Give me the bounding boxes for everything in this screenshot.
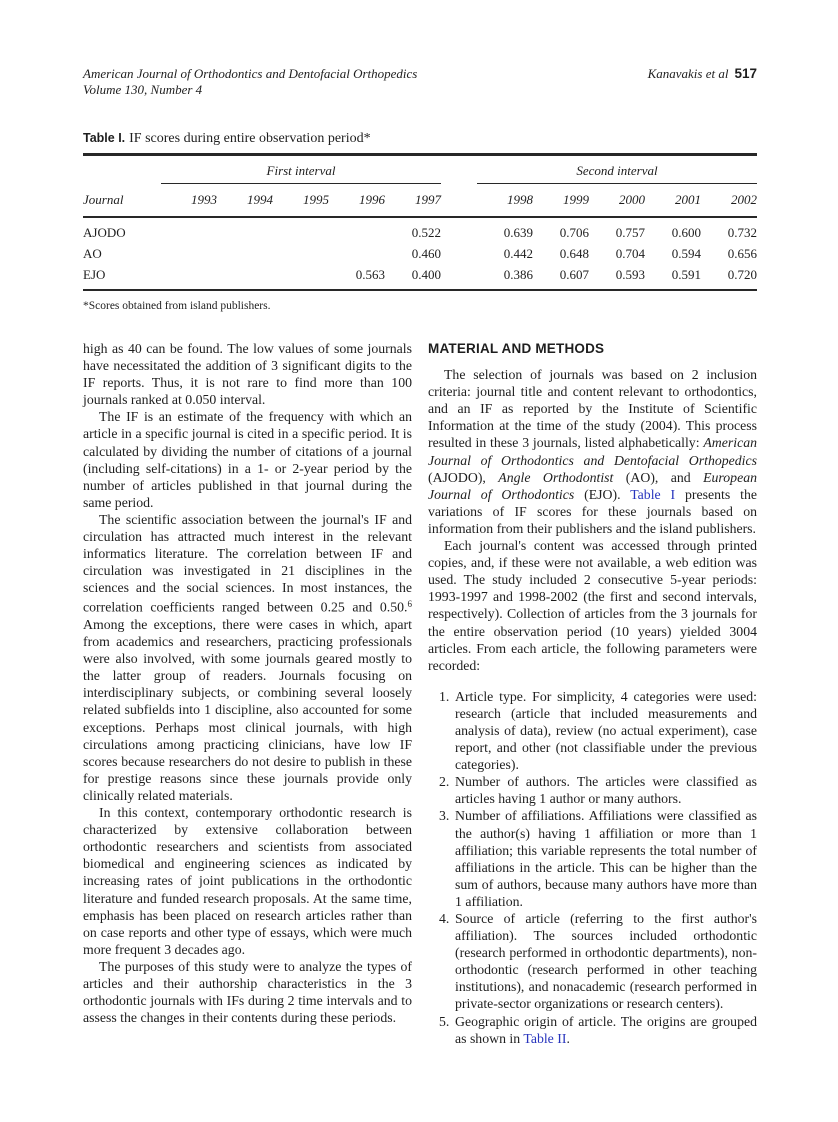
year-header: 1997 bbox=[385, 184, 441, 218]
list-item bbox=[428, 688, 757, 773]
year-header: 2000 bbox=[589, 184, 645, 218]
running-journal-title: American Journal of Orthodontics and Dentofacial Orthopedics bbox=[83, 66, 418, 81]
body-text bbox=[83, 340, 757, 1047]
text-run: presents the variations of IF scores for these journals based on information from their publishers and the island publishers. bbox=[428, 486, 757, 536]
list-number: 5. bbox=[439, 1013, 450, 1029]
year-header-row bbox=[83, 184, 757, 218]
body-paragraph: In this context, contemporary orthodontic research is characterized by extensive collaboration between orthodontic researchers and scientists from associated biomedical and engineering sciences as indicated by increasing rates of joint publications in the orthodontic literature and funded research proposals. At the same time, emphasis has been placed on research articles rather than on case reports and other type of essays, which were much more frequent 3 decades ago. bbox=[83, 805, 412, 957]
if-value-cell bbox=[273, 217, 329, 244]
if-value-cell: 0.639 bbox=[503, 225, 533, 240]
if-value-cell bbox=[329, 217, 385, 244]
year-header: 2001 bbox=[645, 184, 701, 218]
list-item bbox=[428, 910, 757, 1013]
if-value-cell bbox=[161, 244, 217, 265]
text-run: Geographic origin of article. The origins are grouped as shown in bbox=[455, 1013, 757, 1046]
journal-name-cell: AJODO bbox=[83, 225, 126, 240]
list-text bbox=[455, 1014, 757, 1046]
list-number: 4. bbox=[439, 911, 450, 926]
list-item bbox=[428, 773, 757, 807]
if-value-cell: 0.594 bbox=[671, 246, 701, 261]
year-header: 1998 bbox=[477, 184, 533, 218]
list-number: 3. bbox=[439, 808, 450, 824]
if-value-cell bbox=[329, 244, 385, 265]
if-value-cell: 0.607 bbox=[559, 267, 589, 282]
if-value-cell: 0.460 bbox=[411, 246, 441, 261]
text-run: (EJO). bbox=[574, 486, 631, 502]
table-row bbox=[83, 217, 757, 244]
table-ref-link[interactable]: Table I bbox=[630, 486, 676, 502]
year-header: 1994 bbox=[217, 184, 273, 218]
if-value-cell bbox=[273, 265, 329, 291]
if-value-cell: 0.648 bbox=[559, 246, 589, 261]
if-value-cell: 0.704 bbox=[615, 246, 645, 261]
parameters-numbered-list bbox=[428, 688, 757, 1047]
text-run: The selection of journals was based on 2 inclusion criteria: journal title and content relevant to orthodontics, and an IF as reported by the Institute of Scientific Information at the time of the study (2004). This process resulted in these 3 journals, listed alphabetically: bbox=[428, 367, 757, 451]
if-value-cell: 0.706 bbox=[559, 225, 589, 240]
body-paragraph: high as 40 can be found. The low values of some journals have necessitated the addition of 3 significant digits to the IF reports. Thus, it is not rare to find more than 100 journals ranked at 0.050 interval. bbox=[83, 341, 412, 408]
body-paragraph bbox=[83, 511, 412, 804]
if-value-cell bbox=[161, 217, 217, 244]
page-number: 517 bbox=[734, 66, 757, 81]
page-header bbox=[83, 66, 757, 98]
table1-block bbox=[83, 131, 757, 312]
left-column bbox=[83, 340, 412, 1047]
journal-name-cell: AO bbox=[83, 246, 102, 261]
if-value-cell: 0.732 bbox=[727, 225, 757, 240]
if-value-cell: 0.386 bbox=[503, 267, 533, 282]
right-column bbox=[428, 340, 757, 1047]
if-value-cell bbox=[217, 244, 273, 265]
year-header: 1993 bbox=[161, 184, 217, 218]
text-run: Number of authors. The articles were classified as articles having 1 author or many authors. bbox=[455, 774, 757, 807]
if-value-cell: 0.656 bbox=[727, 246, 757, 261]
list-number: 1. bbox=[439, 688, 450, 704]
list-text bbox=[455, 774, 757, 806]
if-scores-table-body bbox=[83, 217, 757, 290]
text-run: Number of affiliations. Affiliations were classified as the author(s) having 1 affiliation or more than 1 affiliation; this variable represents the total number of affiliations in the article. This can be higher than the sum of authors, because many authors have more than 1 affiliation. bbox=[455, 808, 757, 909]
table1-label: Table I. bbox=[83, 131, 126, 145]
table-row bbox=[83, 244, 757, 265]
list-item bbox=[428, 807, 757, 910]
year-header: 1999 bbox=[533, 184, 589, 218]
if-value-cell: 0.442 bbox=[503, 246, 533, 261]
italic-run: European Journal of Orthodontics bbox=[428, 469, 757, 502]
if-value-cell: 0.593 bbox=[615, 267, 645, 282]
body-paragraph: The IF is an estimate of the frequency with which an article in a specific journal is cited in a specific period. It is calculated by dividing the number of citations of a journal (including self-citations) in a 1- or 2-year period by the number of articles published in that journal during the same period. bbox=[83, 409, 412, 510]
italic-run: American Journal of Orthodontics and Dentofacial Orthopedics bbox=[428, 435, 757, 468]
interval-group-row bbox=[83, 155, 757, 184]
running-authors: Kanavakis et al bbox=[647, 66, 729, 81]
list-text bbox=[455, 911, 757, 1011]
text-run: Article type. For simplicity, 4 categories were used: research (article that included measurements and analysis of data), review (no actual experiment), case report, and other (not classifiable under the previous categories). bbox=[455, 688, 757, 773]
table1-footnote: *Scores obtained from island publishers. bbox=[83, 300, 271, 312]
table1-title: IF scores during entire observation period* bbox=[129, 131, 371, 146]
year-header: 1996 bbox=[329, 184, 385, 218]
table1-caption bbox=[83, 131, 757, 147]
if-scores-table bbox=[83, 153, 757, 291]
text-run: The scientific association between the journal's IF and circulation has attracted much interest in the relevant informatics literature. The correlation between IF and circulation was investigated in 21 disciplines in the sciences and the social sciences. In most instances, the correlation coefficients ranged between 0.25 and 0.50. bbox=[83, 511, 412, 615]
list-text bbox=[455, 808, 757, 908]
year-header: 2002 bbox=[701, 184, 757, 218]
if-value-cell: 0.400 bbox=[411, 267, 441, 282]
text-run: . bbox=[566, 1030, 570, 1046]
body-paragraph: Each journal's content was accessed through printed copies, and, if these were not available, a web edition was used. The study included 2 consecutive 5-year periods: 1993-1997 and 1998-2002 (the first and second intervals, respectively). Collection of articles from the 3 journals for the entire observation period (10 years) yielded 3004 articles. From each article, the following parameters were recorded: bbox=[428, 538, 757, 673]
page-content bbox=[83, 66, 757, 1047]
body-paragraph bbox=[428, 366, 757, 537]
if-scores-table-head bbox=[83, 155, 757, 218]
running-volume-line: Volume 130, Number 4 bbox=[83, 82, 203, 97]
table-ref-link[interactable]: Table II bbox=[523, 1030, 567, 1046]
if-value-cell bbox=[217, 265, 273, 291]
body-paragraph: The purposes of this study were to analyze the types of articles and their authorship characteristics in the 3 orthodontic journals with IFs during 2 time intervals and to assess the changes in their contents during these periods. bbox=[83, 958, 412, 1026]
year-header: 1995 bbox=[273, 184, 329, 218]
if-value-cell: 0.591 bbox=[671, 267, 701, 282]
text-run: (AO), and bbox=[613, 469, 704, 485]
journal-name-cell: EJO bbox=[83, 267, 106, 282]
if-value-cell: 0.600 bbox=[671, 225, 701, 240]
if-value-cell: 0.720 bbox=[727, 267, 757, 282]
if-value-cell: 0.563 bbox=[355, 267, 385, 282]
if-value-cell: 0.522 bbox=[411, 225, 441, 240]
if-value-cell bbox=[273, 244, 329, 265]
table-row bbox=[83, 265, 757, 291]
italic-run: Angle Orthodontist bbox=[498, 469, 614, 485]
text-run: (AJODO), bbox=[428, 469, 499, 485]
if-value-cell bbox=[161, 265, 217, 291]
first-interval-header: First interval bbox=[161, 155, 441, 184]
list-item bbox=[428, 1013, 757, 1047]
list-number: 2. bbox=[439, 774, 450, 790]
journal-col-header: Journal bbox=[83, 184, 161, 218]
text-run: Among the exceptions, there were cases in which, apart from academics and researchers, practicing professionals were also involved, with some journals geared mostly to the latter group of readers. Journals focusing on interdisciplinary subjects, or combining several loosely related subfields into 1 discipline, also accounted for some exceptions. Perhaps most clinical journals, with high circulations among practicing clinicians, have low IF scores because researchers do not desire to publish in these for prestige reasons since these journals provide only clinically related materials. bbox=[83, 617, 412, 803]
second-interval-header: Second interval bbox=[477, 155, 757, 184]
running-title-block bbox=[83, 66, 417, 98]
reference-marker: 6 bbox=[407, 599, 412, 610]
text-run: Source of article (referring to the first author's affiliation). The sources included orthodontic (research performed in orthodontic departments), non-orthodontic (research performed in other teaching institutions), and nonacademic (research performed in private-sector organizations or research centers). bbox=[455, 911, 757, 1012]
if-value-cell bbox=[217, 217, 273, 244]
if-value-cell: 0.757 bbox=[615, 225, 645, 240]
section-heading-material-methods: MATERIAL AND METHODS bbox=[428, 341, 605, 356]
list-text bbox=[455, 689, 757, 772]
running-header-right bbox=[648, 66, 757, 82]
